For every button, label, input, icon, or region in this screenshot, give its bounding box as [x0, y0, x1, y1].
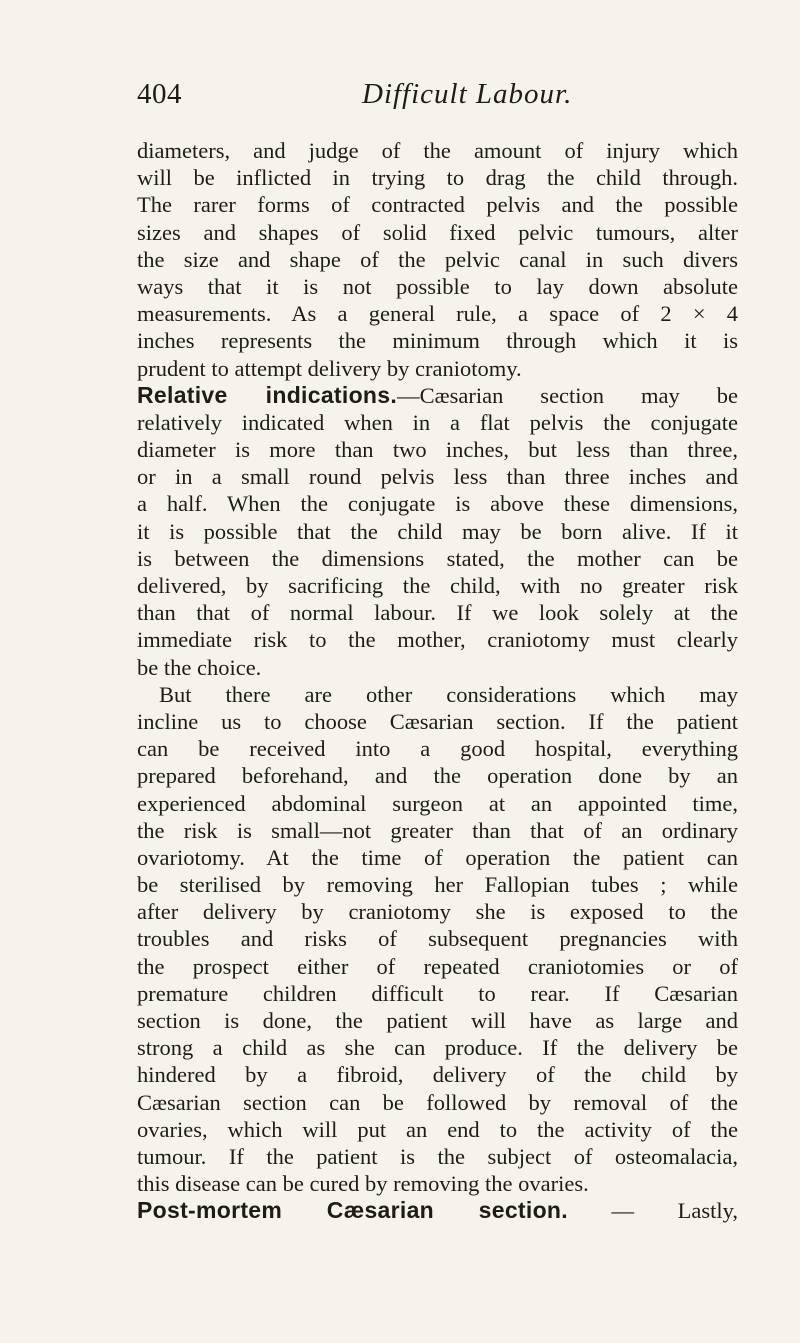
postmortem-line [137, 1197, 738, 1224]
text-line: the prospect either of repeated craniotomies or of [137, 953, 738, 979]
text-line: can be received into a good hospital, everything [137, 736, 738, 762]
text-line: the size and shape of the pelvic canal in such divers [137, 246, 738, 272]
text-line: the risk is small—not greater than that of an ordinary [137, 817, 738, 843]
section-heading-postmortem: Post-mortem Cæsarian section. [137, 1197, 568, 1224]
text-line: section is done, the patient will have as large and [137, 1008, 738, 1033]
text-line: Cæsarian section can be followed by removal of the [137, 1089, 738, 1115]
text-line: be sterilised by removing her Fallopian tubes ; while [137, 872, 738, 898]
text-line: troubles and risks of subsequent pregnancies with [137, 926, 738, 952]
relative-indications-text: —Cæsarian section may be [397, 382, 738, 408]
text-line: will be inflicted in trying to drag the child through. [137, 165, 738, 191]
section-heading-relative-indications: Relative indications. [137, 381, 398, 408]
text-line: a half. When the conjugate is above these dimensions, [137, 491, 738, 517]
text-line: inches represents the minimum through which it is [137, 328, 738, 354]
text-line: But there are other considerations which may [159, 681, 738, 707]
text-line: measurements. As a general rule, a space of 2 × 4 [137, 301, 738, 327]
text-line: immediate risk to the mother, craniotomy must clearly [137, 627, 738, 653]
text-line: diameters, and judge of the amount of injury which [137, 138, 738, 163]
text-line: strong a child as she can produce. If the delivery be [137, 1035, 738, 1061]
relative-indications-line [137, 382, 738, 409]
text-line: delivered, by sacrificing the child, with no greater risk [137, 573, 738, 598]
text-line: ways that it is not possible to lay down absolute [137, 273, 738, 299]
text-line: The rarer forms of contracted pelvis and the possible [137, 192, 738, 218]
page-number: 404 [137, 78, 182, 110]
text-line: ovaries, which will put an end to the activity of the [137, 1116, 738, 1142]
text-line: ovariotomy. At the time of operation the patient can [137, 844, 738, 870]
text-line: than that of normal labour. If we look solely at the [137, 600, 738, 626]
page-header [137, 78, 737, 122]
running-title: Difficult Labour. [362, 78, 573, 110]
text-line: experienced abdominal surgeon at an appointed time, [137, 790, 738, 816]
text-line: relatively indicated when in a flat pelvis the conjugate [137, 409, 738, 435]
text-line: after delivery by craniotomy she is exposed to the [137, 899, 738, 925]
text-line: or in a small round pelvis less than three inches and [137, 464, 738, 490]
body-text [137, 137, 738, 1225]
text-line: be the choice. [137, 654, 262, 680]
postmortem-text: — Lastly, [567, 1198, 738, 1224]
text-line: this disease can be cured by removing the ovaries. [137, 1171, 589, 1197]
text-line: diameter is more than two inches, but less than three, [137, 437, 738, 463]
text-line: is between the dimensions stated, the mother can be [137, 545, 738, 571]
text-line: tumour. If the patient is the subject of osteomalacia, [137, 1143, 738, 1169]
text-line: it is possible that the child may be born alive. If it [137, 518, 738, 544]
text-line: incline us to choose Cæsarian section. If the patient [137, 708, 738, 734]
text-line: sizes and shapes of solid fixed pelvic tumours, alter [137, 219, 738, 245]
text-line: prudent to attempt delivery by craniotomy. [137, 355, 522, 381]
text-line: prepared beforehand, and the operation done by an [137, 763, 738, 789]
text-line: premature children difficult to rear. If Cæsarian [137, 980, 738, 1006]
text-line: hindered by a fibroid, delivery of the child by [137, 1062, 738, 1088]
